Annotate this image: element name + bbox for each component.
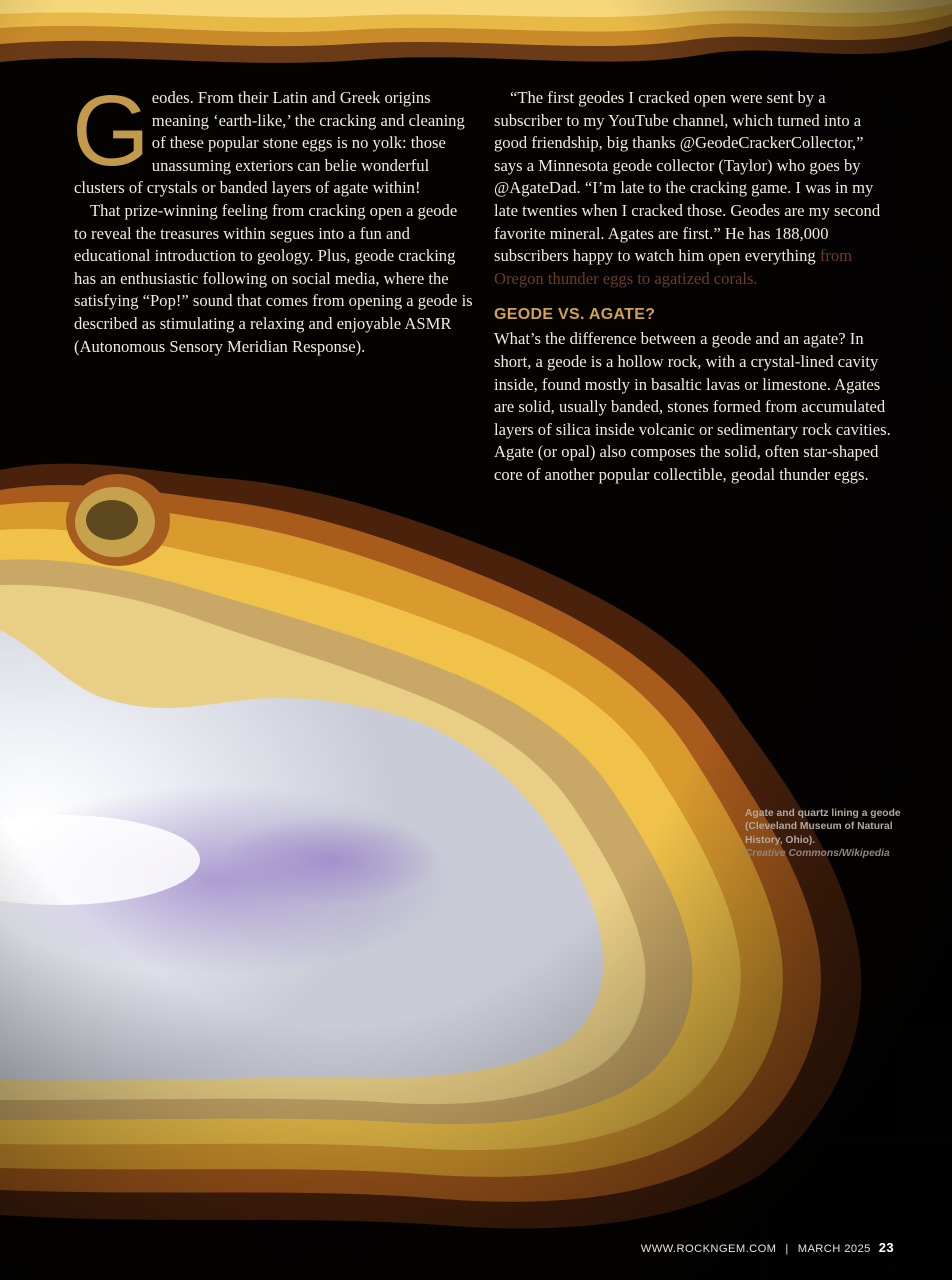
- quote-paragraph-text: “The first geodes I cracked open were sent by a subscriber to my YouTube channel, which turned into a good friendship, big thanks @GeodeCrackerCollector,” says a Minnesota geode collector (Taylor) who goes by @AgateDad. “I’m late to the cracking game. I was in my late twenties when I cracked those. Geodes are my second favorite mineral. Agates are first.” He has 188,000 subscribers happy to watch him open everything: [494, 88, 881, 266]
- caption-text: Agate and quartz lining a geode (Cleveland Museum of Natural History, Ohio).: [745, 808, 901, 846]
- footer-website[interactable]: WWW.ROCKNGEM.COM: [640, 1243, 777, 1255]
- section-subhead: GEODE VS. AGATE?: [494, 306, 656, 324]
- page-footer: [641, 1240, 894, 1255]
- article-right-column: [494, 87, 894, 487]
- dropcap-letter: G: [72, 75, 150, 187]
- footer-separator: |: [785, 1243, 789, 1255]
- page-number: 23: [878, 1240, 894, 1255]
- intro-paragraph: [72, 75, 474, 200]
- quote-paragraph: [494, 87, 894, 290]
- footer-issue: MARCH 2025: [797, 1243, 871, 1255]
- body-paragraph-2: That prize-winning feeling from cracking open a geode to reveal the treasures within segues into a fun and educational introduction to geology. Plus, geode cracking has an enthusiastic following on social media, where the satisfying “Pop!” sound that comes from opening a geode is described as stimulating a relaxing and enjoyable ASMR (Autonomous Sensory Meridian Response).: [74, 200, 473, 356]
- photo-caption: [745, 807, 905, 861]
- intro-paragraph-text: eodes. From their Latin and Greek origins meaning ‘earth-like,’ the cracking and cleaning of these popular stone eggs is no yolk: those unassuming exteriors can belie wonderful clusters of crystals or banded layers of agate within!: [74, 88, 465, 198]
- caption-credit: Creative Commons/Wikipedia: [745, 848, 890, 860]
- quote-paragraph-faded-text: from Oregon thunder eggs to agatized corals.: [494, 246, 853, 288]
- article-left-column: [72, 75, 474, 358]
- section-paragraph: What’s the difference between a geode and an agate? In short, a geode is a hollow rock, with a crystal-lined cavity inside, found mostly in basaltic lavas or limestone. Agates are solid, usually banded, stones formed from accumulated layers of silica inside volcanic or sedimentary rock cavities. Agate (or opal) also composes the solid, often star-shaped core of another popular collectible, geodal thunder eggs.: [494, 329, 891, 484]
